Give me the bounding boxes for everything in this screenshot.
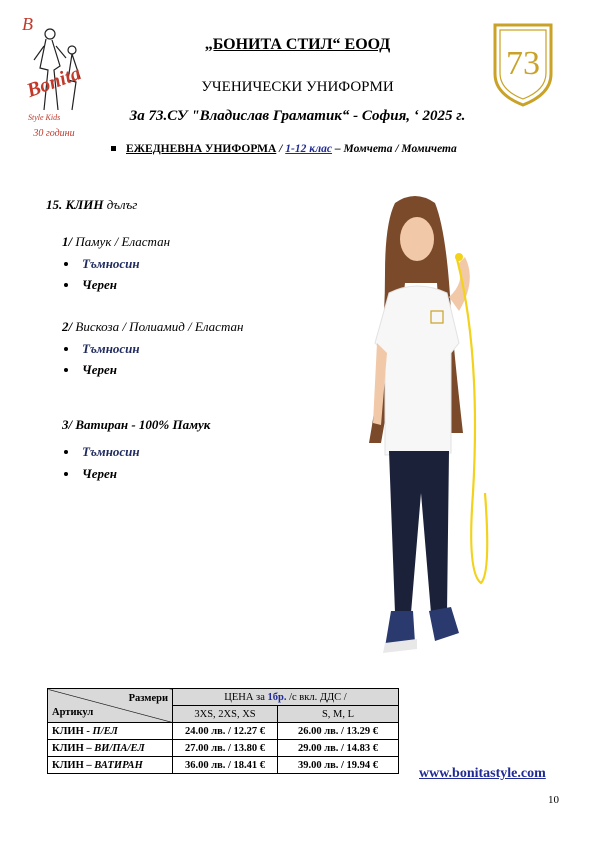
document-title: УЧЕНИЧЕСКИ УНИФОРМИ — [201, 79, 394, 95]
list-item: Черен — [64, 277, 117, 293]
section-title — [46, 197, 137, 213]
material-number: 2/ — [62, 319, 73, 334]
bullet-icon — [64, 283, 68, 287]
size-header: S, M, L — [278, 706, 399, 723]
price-cell: 24.00 лв. / 12.27 € — [173, 723, 278, 740]
list-item: Черен — [64, 466, 117, 482]
price-cell: 29.00 лв. / 14.83 € — [278, 740, 399, 757]
bullet-icon — [64, 472, 68, 476]
article-cell: КЛИН – ВИ/ПА/ЕЛ — [48, 740, 173, 757]
bullet-icon — [64, 347, 68, 351]
category-grades: 1-12 клас — [285, 143, 333, 155]
material-1 — [62, 234, 170, 250]
material-label: Вискоза / Полиамид / Еластан — [75, 319, 244, 334]
crest-number: 73 — [506, 45, 540, 82]
category-separator: / — [276, 143, 286, 155]
section-subtitle: дълъг — [106, 197, 138, 212]
material-label: Ватиран - 100% Памук — [75, 417, 211, 432]
material-2 — [62, 319, 243, 335]
logo-tagline: Style Kids — [28, 113, 61, 122]
material-number: 3/ — [62, 417, 73, 432]
table-row — [48, 723, 399, 740]
table-row — [48, 740, 399, 757]
corner-article-label: Артикул — [52, 707, 94, 718]
bullet-icon — [64, 262, 68, 266]
list-item: Черен — [64, 362, 117, 378]
logo-letter: B — [22, 14, 33, 34]
table-row — [48, 757, 399, 774]
section-name: КЛИН — [65, 197, 104, 212]
price-cell: 39.00 лв. / 19.94 € — [278, 757, 399, 774]
price-cell: 27.00 лв. / 13.80 € — [173, 740, 278, 757]
price-cell: 36.00 лв. / 18.41 € — [173, 757, 278, 774]
category-uniform: ЕЖЕДНЕВНА УНИФОРМА — [126, 143, 277, 155]
table-corner-cell — [48, 689, 173, 723]
material-number: 1/ — [62, 234, 73, 249]
square-bullet-icon — [111, 146, 116, 151]
list-item: Тъмносин — [64, 341, 140, 357]
bullet-icon — [64, 368, 68, 372]
price-table — [47, 688, 399, 774]
section-number: 15. — [46, 197, 63, 212]
size-header: 3XS, 2XS, XS — [173, 706, 278, 723]
company-name: „БОНИТА СТИЛ“ ЕООД — [204, 36, 391, 53]
price-header: ЦЕНА за 1бр. /с вкл. ДДС / — [173, 689, 399, 706]
page-number: 10 — [548, 794, 559, 806]
website-link[interactable]: www.bonitastyle.com — [419, 766, 546, 781]
price-cell: 26.00 лв. / 13.29 € — [278, 723, 399, 740]
material-3 — [62, 417, 210, 433]
school-line: За 73.СУ "Владислав Граматик“ - София, ‘ 2025 г. — [129, 108, 466, 124]
list-item: Тъмносин — [64, 256, 140, 272]
article-cell: КЛИН - П/ЕЛ — [48, 723, 173, 740]
list-item: Тъмносин — [64, 444, 140, 460]
article-cell: КЛИН – ВАТИРАН — [48, 757, 173, 774]
corner-sizes-label: Размери — [128, 693, 168, 704]
model-photo — [355, 193, 495, 665]
bullet-icon — [64, 450, 68, 454]
logo-years: 30 години — [33, 128, 75, 139]
category-line — [111, 143, 457, 155]
logo-brand: Bonita — [23, 62, 84, 102]
material-label: Памук / Еластан — [75, 234, 171, 249]
category-gender: – Момчета / Момичета — [332, 143, 457, 155]
